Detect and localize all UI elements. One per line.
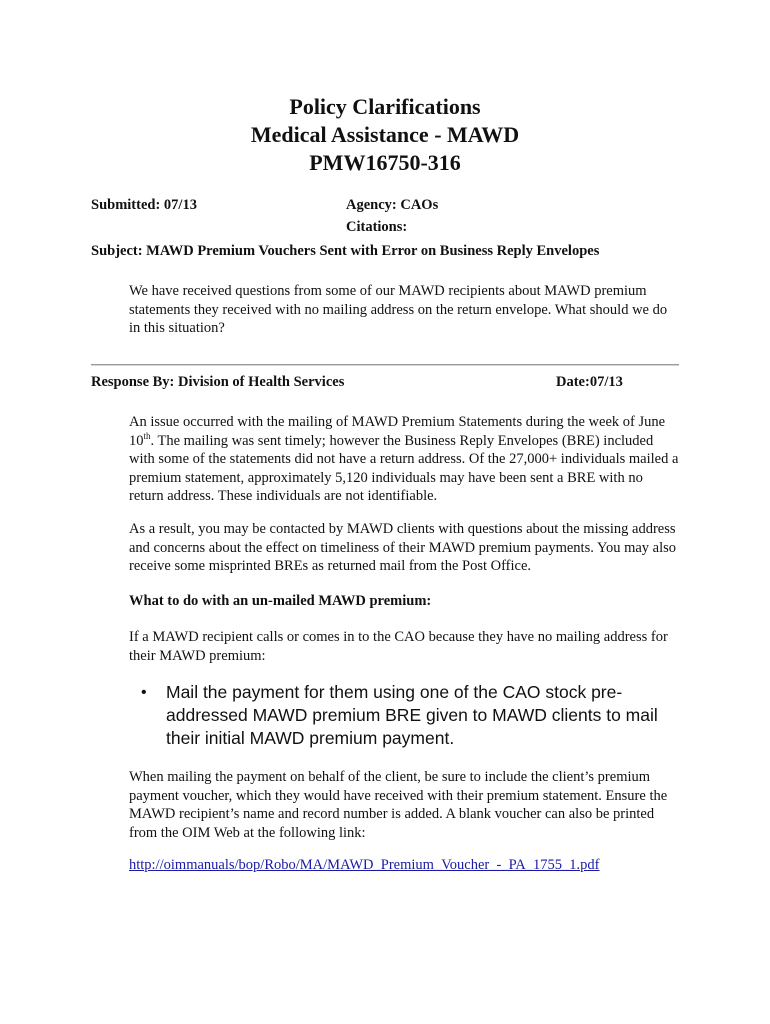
response-p1-end: . The mailing was sent timely; however the Business Reply Envelopes (BRE) included with some of the statements did not have a return address. Of the 27,000+ individuals mailed a premium statement, approximately 5,120 individuals may have been sent a BRE with no return address. These individuals are not identifiable.	[129, 432, 679, 504]
document-title: Policy Clarifications	[289, 94, 481, 119]
response-paragraph-3	[129, 628, 679, 665]
response-paragraph-2	[129, 520, 679, 576]
response-paragraph-4	[129, 768, 679, 842]
ordinal-suffix: th	[143, 430, 151, 441]
citations: Citations:	[346, 219, 408, 235]
document-number: PMW16750-316	[309, 150, 461, 175]
agency: Agency: CAOs	[346, 197, 439, 213]
response-p2-text: As a result, you may be contacted by MAWD clients with questions about the missing address and concerns about the effect on timeliness of their MAWD premium payments. You may also receive some misprinted BREs as returned mail from the Post Office.	[129, 521, 677, 574]
question-paragraph	[129, 282, 679, 338]
subject: Subject: MAWD Premium Vouchers Sent with Error on Business Reply Envelopes	[91, 243, 600, 259]
response-p3-text: If a MAWD recipient calls or comes in to the CAO because they have no mailing address for their MAWD premium:	[129, 629, 668, 664]
response-p1-start: An issue occurred with the mailing of MAWD Premium Statements during the week of June 10	[129, 414, 666, 449]
response-by: Response By: Division of Health Services	[91, 374, 345, 390]
bullet-text: Mail the payment for them using one of the CAO stock pre-addressed MAWD premium BRE given to MAWD clients to mail their initial MAWD premium payment.	[166, 682, 658, 748]
response-date: Date:07/13	[556, 374, 623, 390]
response-paragraph-1	[129, 413, 679, 506]
submitted-date: Submitted: 07/13	[91, 197, 197, 213]
document-program: Medical Assistance - MAWD	[250, 122, 520, 147]
voucher-link[interactable]: http://oimmanuals/bop/Robo/MA/MAWD_Premium_Voucher_-_PA_1755_1.pdf	[129, 857, 600, 873]
section-divider	[91, 364, 679, 366]
question-text: We have received questions from some of our MAWD recipients about MAWD premium statements they received with no mailing address on the return envelope. What should we do in this situation?	[129, 283, 668, 336]
bullet-icon: •	[141, 684, 147, 701]
instructions-heading: What to do with an un-mailed MAWD premium:	[129, 593, 432, 609]
response-p4-text: When mailing the payment on behalf of the client, be sure to include the client’s premium payment voucher, which they would have received with their premium statement. Ensure the MAWD recipient’s name and record number is added. A blank voucher can also be printed from the OIM Web at the following link:	[129, 769, 668, 841]
